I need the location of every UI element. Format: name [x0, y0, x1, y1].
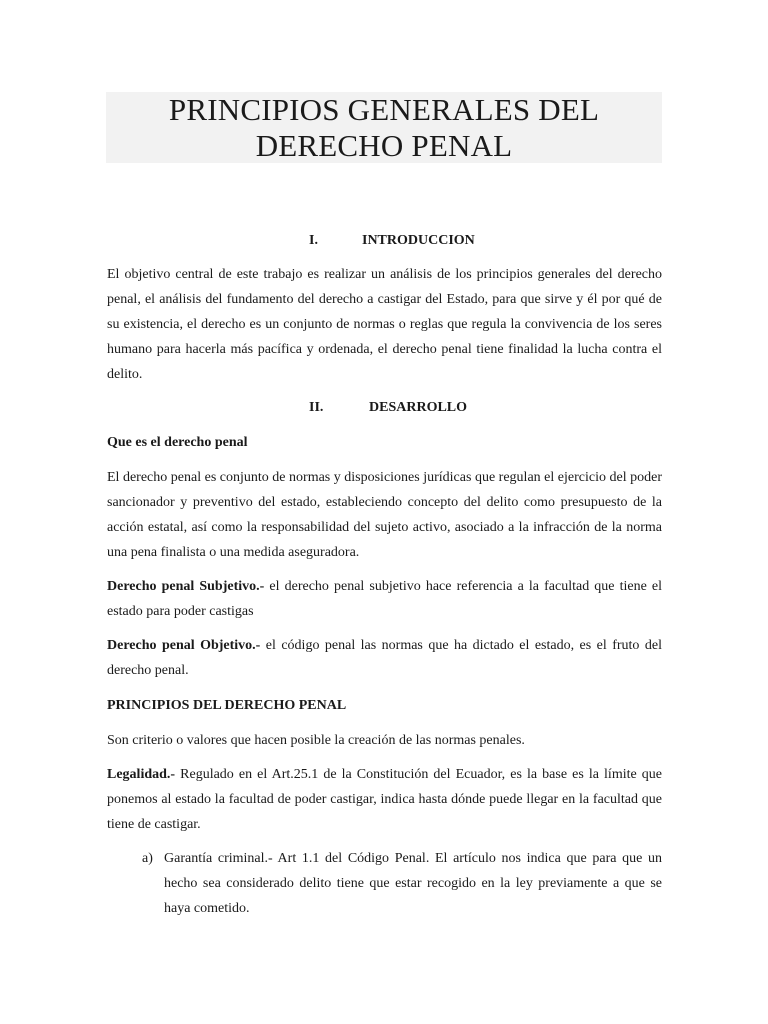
document-title	[106, 92, 662, 163]
principios-paragraph: Son criterio o valores que hacen posible la creación de las normas penales.	[107, 733, 525, 748]
objetivo-text: el código penal las normas que ha dictado el estado, es el fruto del derecho penal.	[107, 638, 662, 678]
list-item-text: Garantía criminal.- Art 1.1 del Código Penal. El artículo nos indica que para que un hecho sea considerado delito tiene que estar recogido en la ley previamente a que se haya cometido.	[164, 851, 662, 916]
principios-heading: PRINCIPIOS DEL DERECHO PENAL	[107, 698, 347, 713]
intro-paragraph: El objetivo central de este trabajo es realizar un análisis de los principios generales del derecho penal, el análisis del fundamento del derecho a castigar del Estado, para que sirve y él por qué de su existencia, el derecho es un conjunto de normas o reglas que regula la convivencia de los seres humano para hacerla más pacífica y ordenada, el derecho penal tiene finalidad la lucha contra el delito.	[107, 267, 662, 382]
list-item-garantia-criminal	[142, 846, 662, 921]
objetivo-label: Derecho penal Objetivo.-	[107, 638, 261, 653]
subjetivo-paragraph	[107, 574, 662, 624]
title-line-1: PRINCIPIOS GENERALES DEL	[168, 91, 600, 127]
definition-paragraph: El derecho penal es conjunto de normas y disposiciones jurídicas que regulan el ejercicio del poder sancionador y preventivo del estado, estableciendo concepto del delito como presupuesto de la acción estatal, así como la responsabilidad del sujeto activo, asociado a la infracción de la norma una pena finalista o una medida aseguradora.	[107, 470, 662, 560]
subjetivo-text: el derecho penal subjetivo hace referencia a la facultad que tiene el estado para poder castigas	[107, 579, 662, 619]
subheading-que-es-derecho-penal: Que es el derecho penal	[107, 435, 248, 450]
objetivo-paragraph	[107, 633, 662, 683]
title-line-2: DERECHO PENAL	[255, 127, 513, 163]
list-marker: a)	[142, 851, 153, 866]
legalidad-label: Legalidad.-	[107, 767, 176, 782]
subjetivo-label: Derecho penal Subjetivo.-	[107, 579, 265, 594]
legalidad-paragraph	[107, 762, 662, 837]
section-title: DESARROLLO	[369, 400, 468, 415]
section-number: II.	[309, 400, 324, 415]
section-number: I.	[309, 233, 318, 248]
section-title: INTRODUCCION	[362, 233, 475, 248]
legalidad-text: Regulado en el Art.25.1 de la Constitución del Ecuador, es la base es la límite que ponemos al estado la facultad de poder castigar, indica hasta dónde puede llegar en la facultad que tiene de castigar.	[107, 767, 662, 832]
